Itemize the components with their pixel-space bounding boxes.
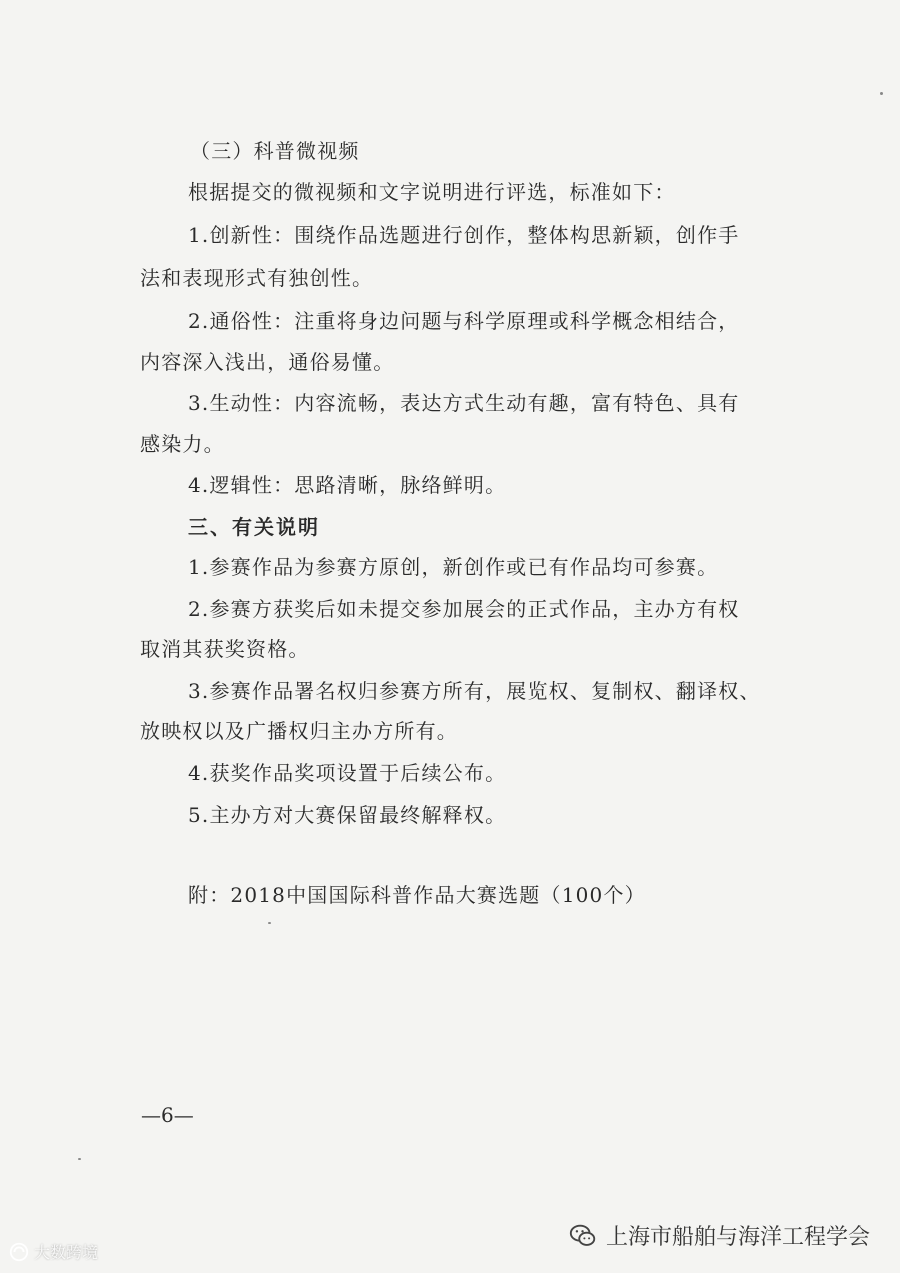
note-line: 3.参赛作品署名权归参赛方所有，展览权、复制权、翻译权、 [188, 679, 761, 703]
scan-speck [268, 922, 271, 924]
section-notes-title: 三、有关说明 [188, 515, 320, 539]
note-line: 放映权以及广播权归主办方所有。 [140, 719, 458, 743]
criteria-line: 3.生动性：内容流畅，表达方式生动有趣，富有特色、具有 [188, 391, 740, 415]
page-number: —6— [141, 1103, 194, 1127]
criteria-line: 4.逻辑性：思路清晰，脉络鲜明。 [188, 473, 507, 497]
criteria-line: 内容深入浅出，通俗易懂。 [140, 350, 395, 374]
corner-logo-icon [8, 1241, 30, 1263]
criteria-line: 感染力。 [140, 432, 225, 456]
criteria-line: 1.创新性：围绕作品选题进行创作，整体构思新颖，创作手 [188, 223, 740, 247]
criteria-line: 法和表现形式有独创性。 [140, 266, 374, 290]
section-video-title: （三）科普微视频 [190, 139, 360, 163]
scan-speck [78, 1158, 81, 1160]
attachment-line: 附：2018中国国际科普作品大赛选题（100个） [188, 883, 646, 907]
account-name: 上海市船舶与海洋工程学会 [605, 1225, 870, 1250]
criteria-line: 2.通俗性：注重将身边问题与科学原理或科学概念相结合， [188, 309, 740, 333]
corner-watermark [8, 1240, 98, 1263]
note-line: 5.主办方对大赛保留最终解释权。 [188, 803, 507, 827]
note-line: 4.获奖作品奖项设置于后续公布。 [188, 761, 507, 785]
account-watermark [568, 1220, 870, 1251]
scan-speck [880, 92, 883, 95]
criteria-intro: 根据提交的微视频和文字说明进行评选，标准如下： [188, 180, 676, 204]
note-line: 1.参赛作品为参赛方原创，新创作或已有作品均可参赛。 [188, 555, 719, 579]
note-line: 取消其获奖资格。 [140, 637, 310, 661]
wechat-icon [568, 1221, 598, 1251]
corner-watermark-text: 大数跨境 [34, 1243, 99, 1262]
note-line: 2.参赛方获奖后如未提交参加展会的正式作品，主办方有权 [188, 597, 740, 621]
